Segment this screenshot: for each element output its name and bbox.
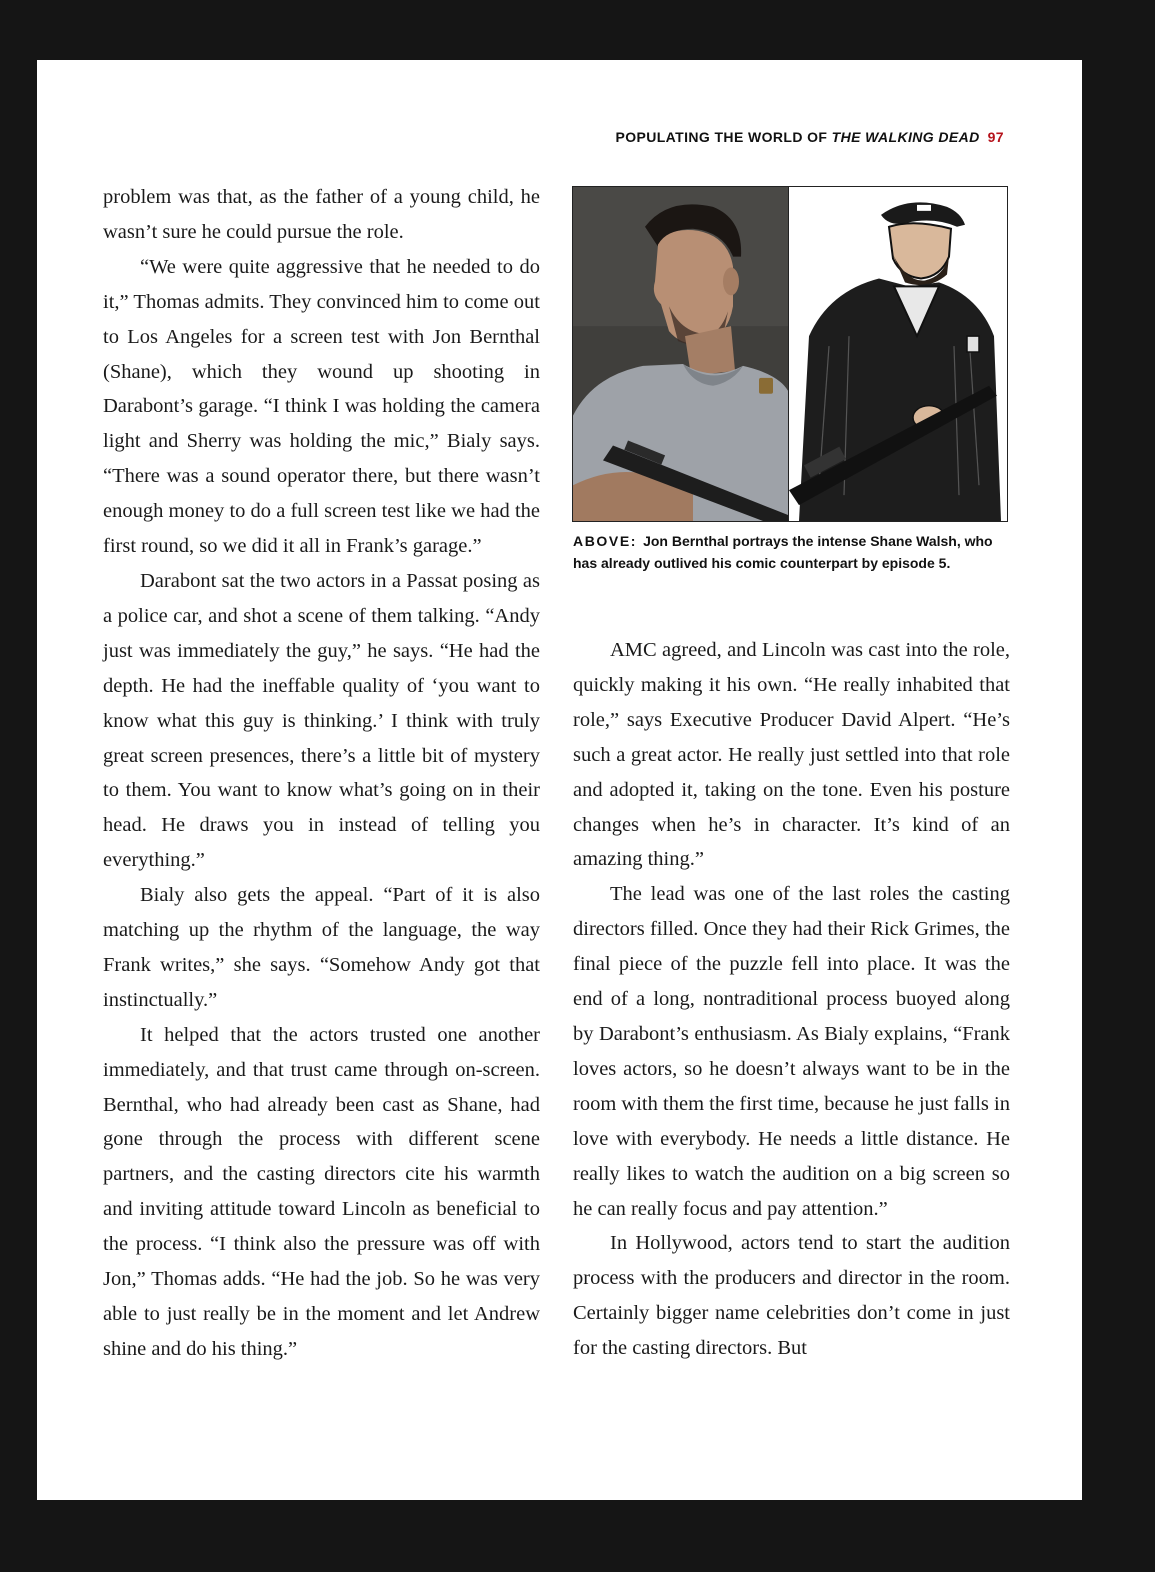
running-head-title: THE WALKING DEAD — [831, 129, 980, 145]
running-head-prefix: POPULATING THE WORLD OF — [615, 129, 832, 145]
book-page — [37, 60, 1082, 1500]
figure-image — [572, 186, 1008, 522]
paragraph: Darabont sat the two actors in a Passat posing as a police car, and shot a scene of them talking. “Andy just was immediately the guy,” he says. “He had the depth. He had the ineffable quality of ‘you want to know what this guy is thinking.’ I think with truly great screen presences, there’s a little bit of mystery to them. You want to know what’s going on in their head. He draws you in instead of telling you everything.” — [103, 569, 540, 872]
comic-panel-illustration — [789, 187, 1007, 521]
paragraph: The lead was one of the last roles the casting directors filled. Once they had their Rick Grimes, the final piece of the puzzle fell into place. It was the end of a long, nontraditional process buoyed along by Darabont’s enthusiasm. As Bialy explains, “Frank loves actors, so he doesn’t always want to be in the room with them the first time, because he just falls in love with everybody. He needs a little distance. He really likes to watch the audition on a big screen so he can really focus and pay attention.” — [573, 883, 1010, 1220]
caption-text: Jon Bernthal portrays the intense Shane Walsh, who has already outlived his comic counterpart by episode 5. — [573, 533, 993, 571]
paragraph: problem was that, as the father of a young child, he wasn’t sure he could pursue the role. — [103, 186, 540, 243]
right-column — [573, 633, 1010, 1366]
running-head — [615, 129, 1004, 145]
comic-panel — [788, 187, 1007, 521]
left-column — [103, 180, 540, 1367]
paragraph: It helped that the actors trusted one another immediately, and that trust came through on-screen. Bernthal, who had already been cast as Shane, had gone through the process with different scene partners, and the casting directors cite his warmth and inviting attitude toward Lincoln as beneficial to the process. “I think also the pressure was off with Jon,” Thomas adds. “He had the job. So he was very able to just really be in the moment and let Andrew shine and do his thing.” — [103, 1023, 540, 1360]
paragraph: AMC agreed, and Lincoln was cast into the role, quickly making it his own. “He really inhabited that role,” says Executive Producer David Alpert. “He’s such a great actor. He really just settled into that role and adopted it, taking on the tone. Even his posture changes when he’s in character. It’s kind of an amazing thing.” — [573, 639, 1010, 871]
page-number: 97 — [987, 129, 1004, 145]
paragraph: In Hollywood, actors tend to start the audition process with the producers and director in the room. Certainly bigger name celebrities don’t come in just for the casting directors. But — [573, 1232, 1010, 1360]
paragraph: “We were quite aggressive that he needed to do it,” Thomas admits. They convinced him to come out to Los Angeles for a screen test with Jon Bernthal (Shane), which they wound up shooting in Darabont’s garage. “I think I was holding the camera light and Sherry was holding the mic,” Bialy says. “There was a sound operator there, but there wasn’t enough money to do a full screen test like we had the first round, so we did it all in Frank’s garage.” — [103, 255, 540, 558]
actor-photo — [573, 187, 788, 521]
paragraph: Bialy also gets the appeal. “Part of it is also matching up the rhythm of the language, the way Frank writes,” she says. “Somehow Andy got that instinctually.” — [103, 884, 540, 1011]
caption-label: ABOVE: — [573, 533, 638, 549]
figure-caption — [573, 530, 1009, 574]
actor-photo-illustration — [573, 187, 788, 521]
